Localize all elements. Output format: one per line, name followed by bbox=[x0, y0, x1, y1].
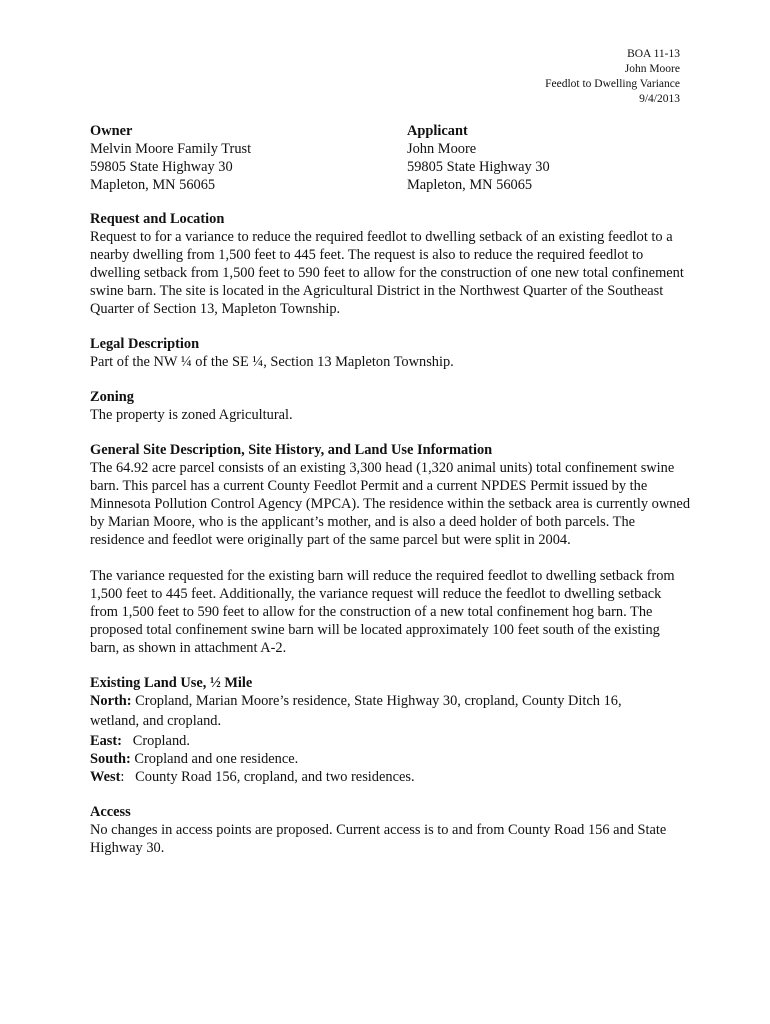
owner-heading: Owner bbox=[90, 123, 133, 139]
request-text: Request to for a variance to reduce the required feedlot to dwelling setback of an existing feedlot to a nearby dwelling from 1,500 feet to 445 feet. The request is also to reduce the required feedlot to dwelling setback from 1,500 feet to 590 feet to allow for the construction of one new total confinement swine barn. The site is located in the Agricultural District in the Northwest Quarter of the Southeast Quarter of Section 13, Mapleton Township. bbox=[90, 229, 684, 317]
zoning-section bbox=[90, 388, 690, 424]
general-heading: General Site Description, Site History, and Land Use Information bbox=[90, 442, 493, 458]
west-label: West bbox=[90, 769, 121, 785]
access-section bbox=[90, 803, 690, 857]
landuse-north bbox=[90, 692, 690, 710]
landuse-east bbox=[90, 732, 690, 750]
general-paragraph-1: The 64.92 acre parcel consists of an existing 3,300 head (1,320 animal units) total confinement swine barn. This parcel has a current County Feedlot Permit and a current NPDES Permit issued by the Minnesota Pollution Control Agency (MPCA). The residence within the setback area is currently owned by Marian Moore, who is the applicant’s mother, and is also a deed holder of both parcels. The residence and feedlot were originally part of the same parcel but were split in 2004. bbox=[90, 460, 691, 548]
south-text: Cropland and one residence. bbox=[130, 751, 299, 767]
document-header bbox=[545, 47, 680, 107]
header-subject: Feedlot to Dwelling Variance bbox=[545, 78, 680, 90]
legal-heading: Legal Description bbox=[90, 336, 200, 352]
owner-address: 59805 State Highway 30 bbox=[90, 159, 233, 175]
landuse-west bbox=[90, 768, 690, 786]
header-name: John Moore bbox=[624, 63, 680, 75]
owner-city: Mapleton, MN 56065 bbox=[90, 177, 216, 193]
request-heading: Request and Location bbox=[90, 211, 225, 227]
north-label: North: bbox=[90, 693, 132, 709]
west-text: : County Road 156, cropland, and two residences. bbox=[120, 769, 415, 785]
landuse-section bbox=[90, 674, 690, 786]
access-text: No changes in access points are proposed. Current access is to and from County Road 156 and State Highway 30. bbox=[90, 822, 667, 856]
applicant-heading: Applicant bbox=[407, 123, 468, 139]
general-section bbox=[90, 441, 690, 657]
access-heading: Access bbox=[90, 804, 131, 820]
general-paragraph-2: The variance requested for the existing barn will reduce the required feedlot to dwelling setback from 1,500 feet to 445 feet. Additionally, the variance request will reduce the feedlot to dwelling setback from 1,500 feet to 590 feet to allow for the construction of a new total confinement hog barn. The proposed total confinement swine barn will be located approximately 100 feet south of the existing barn, as shown in attachment A-2. bbox=[90, 568, 675, 656]
north-text: Cropland, Marian Moore’s residence, State Highway 30, cropland, County Ditch 16, bbox=[131, 693, 622, 709]
request-section bbox=[90, 210, 690, 318]
document-body bbox=[90, 210, 690, 874]
applicant-name: John Moore bbox=[407, 141, 477, 157]
applicant-address: 59805 State Highway 30 bbox=[407, 159, 550, 175]
landuse-south bbox=[90, 750, 690, 768]
legal-section bbox=[90, 335, 690, 371]
case-number: BOA 11-13 bbox=[627, 48, 680, 60]
owner-block bbox=[90, 122, 370, 194]
landuse-north-cont: wetland, and cropland. bbox=[90, 713, 222, 729]
south-label: South: bbox=[90, 751, 131, 767]
landuse-heading: Existing Land Use, ½ Mile bbox=[90, 675, 253, 691]
zoning-text: The property is zoned Agricultural. bbox=[90, 407, 293, 423]
applicant-city: Mapleton, MN 56065 bbox=[407, 177, 533, 193]
legal-text: Part of the NW ¼ of the SE ¼, Section 13 Mapleton Township. bbox=[90, 354, 454, 370]
header-date: 9/4/2013 bbox=[639, 93, 680, 105]
applicant-block bbox=[407, 122, 687, 194]
east-label: East: bbox=[90, 733, 122, 749]
east-text: Cropland. bbox=[121, 733, 190, 749]
owner-name: Melvin Moore Family Trust bbox=[90, 141, 252, 157]
zoning-heading: Zoning bbox=[90, 389, 134, 405]
